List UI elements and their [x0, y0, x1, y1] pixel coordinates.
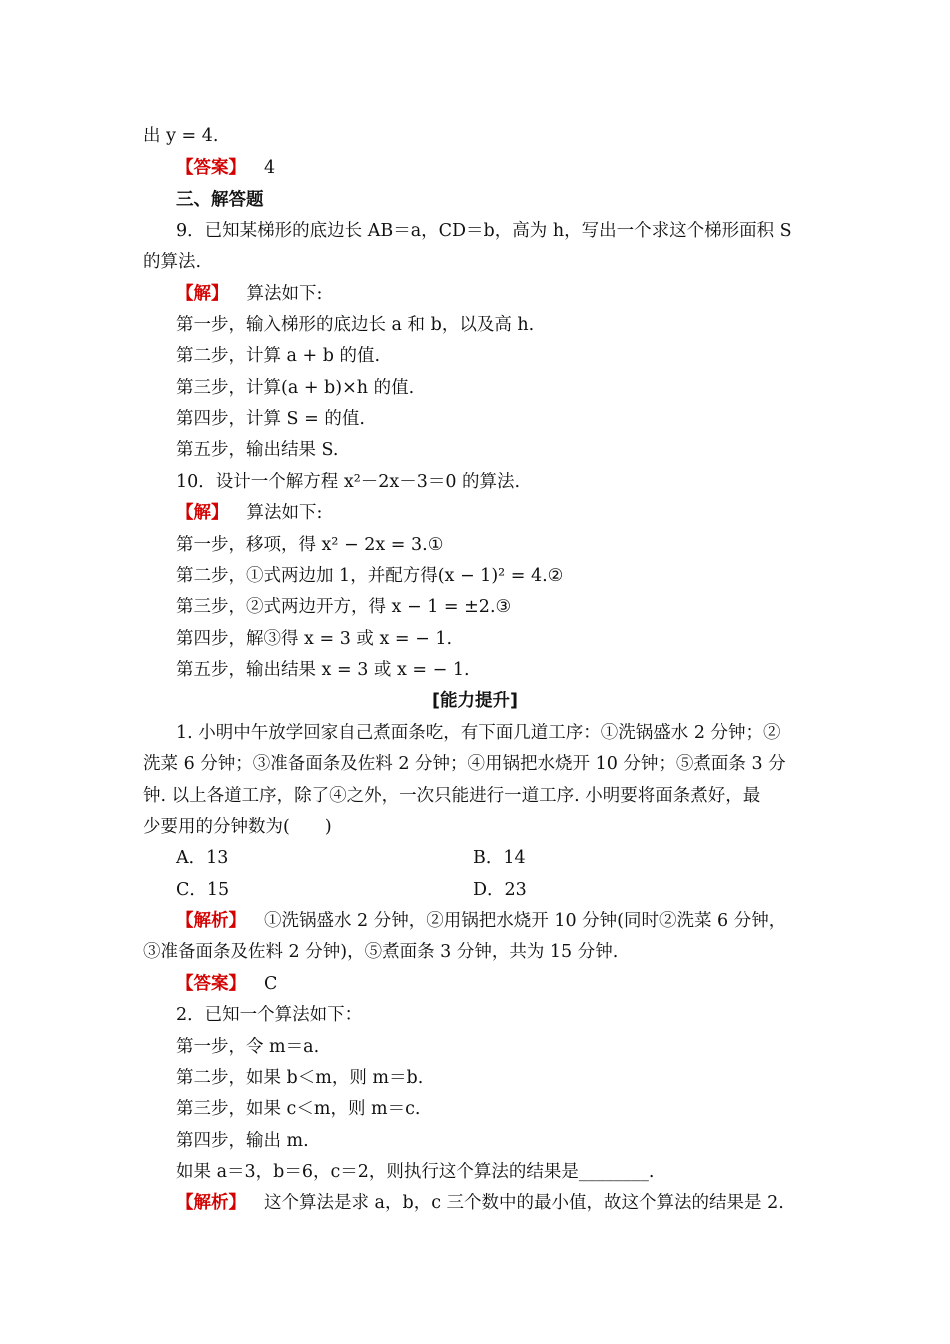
step-line: 第一步，输入梯形的底边长 a 和 b，以及高 h. [176, 315, 535, 335]
solution-line [176, 501, 322, 525]
answer-line [176, 156, 275, 180]
step-line: 第四步，解③得 x = 3 或 x = − 1. [176, 629, 453, 649]
step-line: 第五步，输出结果 S. [176, 440, 339, 460]
answer-line [176, 972, 277, 996]
step-line: 第三步，如果 c＜m，则 m＝c. [176, 1099, 421, 1119]
text-line: 10．设计一个解方程 x²－2x－3＝0 的算法. [176, 472, 521, 492]
option-d: D．23 [473, 880, 527, 900]
solution-tag: 【解】 [176, 284, 229, 304]
step-line: 第四步，计算 S = 的值. [176, 409, 365, 429]
option-a: A．13 [176, 848, 229, 868]
answer-text: C [264, 974, 278, 994]
step-line: 第二步，①式两边加 1，并配方得(x − 1)² = 4.② [176, 566, 564, 586]
analysis-text: 这个算法是求 a，b，c 三个数中的最小值，故这个算法的结果是 2. [264, 1193, 784, 1213]
text-line: 少要用的分钟数为( ) [143, 817, 332, 837]
text-line: 的算法. [143, 252, 202, 272]
analysis-line [176, 1191, 784, 1215]
step-line: 第五步，输出结果 x = 3 或 x = − 1. [176, 660, 470, 680]
option-c: C．15 [176, 880, 230, 900]
text-line: 如果 a＝3，b＝6，c＝2，则执行这个算法的结果是________. [176, 1162, 655, 1182]
section-heading: 三、解答题 [176, 190, 264, 210]
text-line: 钟. 以上各道工序，除了④之外，一次只能进行一道工序. 小明要将面条煮好，最 [143, 786, 761, 806]
step-line: 第一步，移项，得 x² − 2x = 3.① [176, 535, 444, 555]
text-line: 出 y = 4. [143, 126, 219, 146]
solution-line [176, 282, 322, 306]
solution-tag: 【解】 [176, 503, 229, 523]
step-line: 第二步，如果 b＜m，则 m＝b. [176, 1068, 424, 1088]
solution-text: 算法如下: [246, 284, 323, 304]
analysis-text: ①洗锅盛水 2 分钟，②用锅把水烧开 10 分钟(同时②洗菜 6 分钟， [264, 911, 787, 931]
text-line: 9．已知某梯形的底边长 AB＝a，CD＝b，高为 h，写出一个求这个梯形面积 S [176, 221, 792, 241]
text-line: 1. 小明中午放学回家自己煮面条吃，有下面几道工序：①洗锅盛水 2 分钟；② [176, 723, 781, 743]
text-line: 洗菜 6 分钟；③准备面条及佐料 2 分钟；④用锅把水烧开 10 分钟；⑤煮面条 3 分 [143, 754, 786, 774]
analysis-tag: 【解析】 [176, 911, 246, 931]
answer-tag: 【答案】 [176, 158, 246, 178]
solution-text: 算法如下: [246, 503, 323, 523]
text-line: ③准备面条及佐料 2 分钟)，⑤煮面条 3 分钟，共为 15 分钟. [143, 942, 619, 962]
step-line: 第三步，计算(a + b)×h 的值. [176, 378, 415, 398]
option-b: B．14 [473, 848, 526, 868]
section-heading: [能力提升] [432, 691, 518, 711]
text-line: 2．已知一个算法如下： [176, 1005, 363, 1025]
step-line: 第二步，计算 a + b 的值. [176, 346, 381, 366]
answer-text: 4 [264, 158, 276, 178]
analysis-tag: 【解析】 [176, 1193, 246, 1213]
step-line: 第三步，②式两边开方，得 x − 1 = ±2.③ [176, 597, 512, 617]
step-line: 第一步，令 m＝a. [176, 1037, 320, 1057]
answer-tag: 【答案】 [176, 974, 246, 994]
analysis-line [176, 909, 786, 933]
step-line: 第四步，输出 m. [176, 1131, 309, 1151]
